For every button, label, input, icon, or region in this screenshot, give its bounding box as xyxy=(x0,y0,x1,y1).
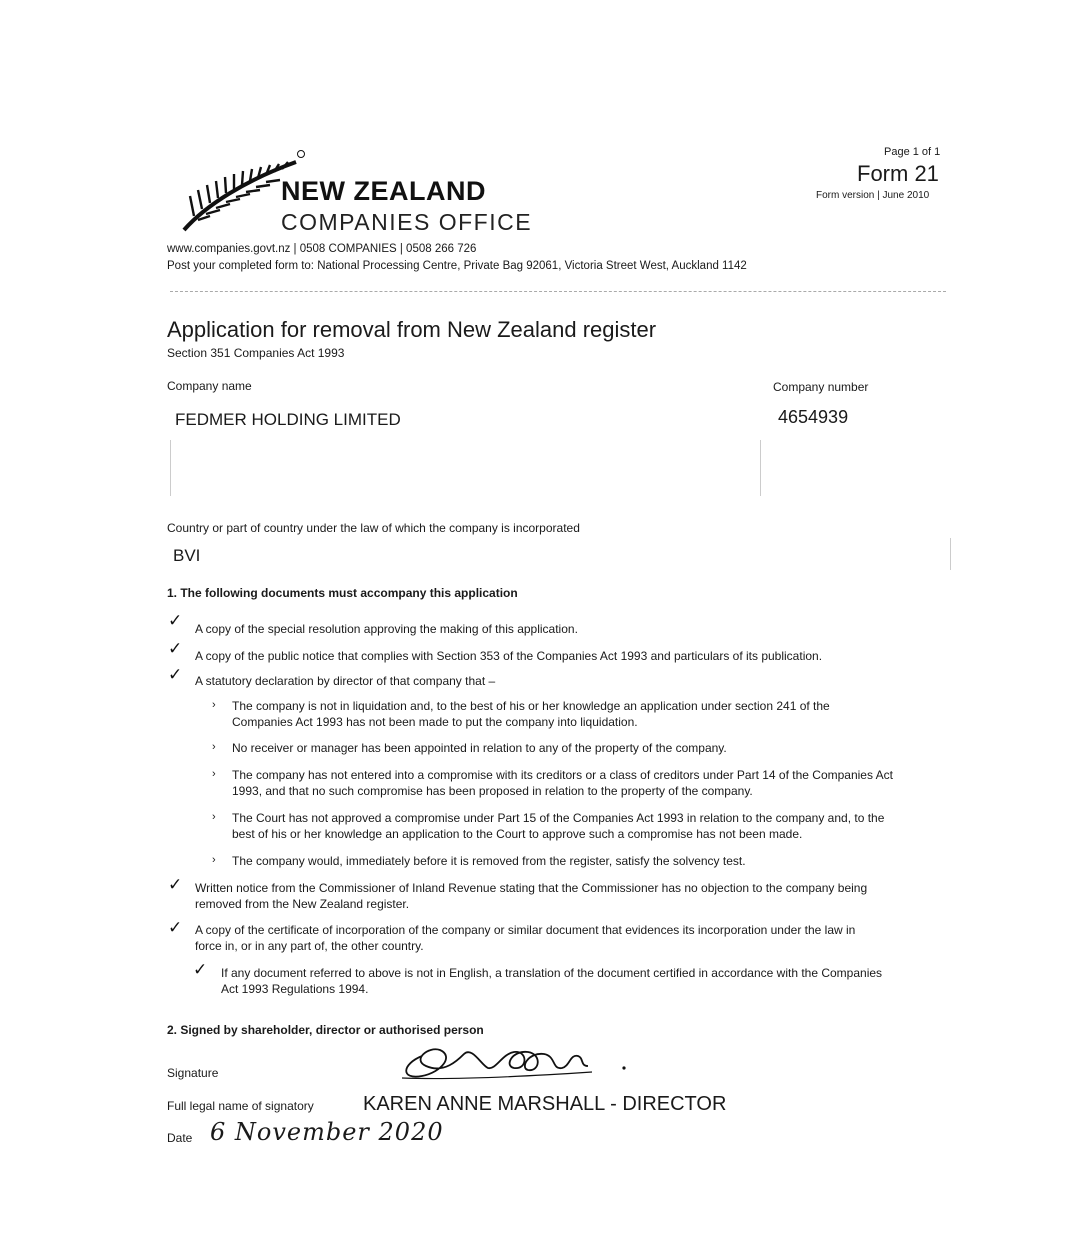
checkmark-icon: ✓ xyxy=(193,960,208,980)
document-item-ird-notice-line-2: removed from the New Zealand register. xyxy=(195,897,410,911)
form-version: Form version | June 2010 xyxy=(816,190,930,201)
checkmark-icon: ✓ xyxy=(168,611,183,631)
page-indicator: Page 1 of 1 xyxy=(884,146,941,158)
declaration-bullet-2: No receiver or manager has been appointed in relation to any of the property of the company. xyxy=(232,741,727,755)
date-label: Date xyxy=(167,1131,193,1145)
logo-title: NEW ZEALAND xyxy=(281,176,486,206)
declaration-bullet-3-line-1: The company has not entered into a compromise with its creditors or a class of creditors under Part 14 of the Companies Act xyxy=(232,768,893,782)
document-item-resolution: A copy of the special resolution approving the making of this application. xyxy=(195,622,578,636)
document-item-ird-notice-line-1: Written notice from the Commissioner of Inland Revenue stating that the Commissioner has no objection to the company being xyxy=(195,881,868,895)
country-value: BVI xyxy=(173,546,201,565)
signatory-name-value: KAREN ANNE MARSHALL - DIRECTOR xyxy=(363,1093,727,1115)
section-1-heading: 1. The following documents must accompany this application xyxy=(167,586,518,600)
document-item-certificate-line-2: force in, or in any part of, the other country. xyxy=(195,939,424,953)
logo-subtitle: COMPANIES OFFICE xyxy=(281,209,533,235)
company-number-box-edge xyxy=(760,440,761,496)
translation-note-line-2: Act 1993 Regulations 1994. xyxy=(221,982,369,996)
contact-line: www.companies.govt.nz | 0508 COMPANIES | 0508 266 726 xyxy=(167,243,477,255)
bullet-icon: › xyxy=(212,768,216,780)
company-name-box-edge xyxy=(170,440,171,496)
declaration-bullet-3-line-2: 1993, and that no such compromise has been proposed in relation to the property of the company. xyxy=(232,784,753,798)
document-item-statutory-declaration: A statutory declaration by director of that company that – xyxy=(195,674,496,688)
signature-label: Signature xyxy=(167,1066,219,1080)
country-label: Country or part of country under the law of which the company is incorporated xyxy=(167,521,580,535)
declaration-bullet-4-line-2: best of his or her knowledge an application to the Court to approve such a compromise has not been made. xyxy=(232,827,803,841)
company-name-label: Company name xyxy=(167,379,252,393)
bullet-icon: › xyxy=(212,741,216,753)
section-2-heading: 2. Signed by shareholder, director or authorised person xyxy=(167,1023,484,1037)
document-item-public-notice: A copy of the public notice that complies with Section 353 of the Companies Act 1993 and particulars of its publication. xyxy=(195,649,823,663)
declaration-bullet-5: The company would, immediately before it is removed from the register, satisfy the solvency test. xyxy=(232,854,746,868)
document-item-certificate-line-1: A copy of the certificate of incorporation of the company or similar document that evidences its incorporation under the law in xyxy=(195,923,856,937)
checkmark-icon: ✓ xyxy=(168,639,183,659)
bullet-icon: › xyxy=(212,699,216,711)
form-title: Application for removal from New Zealand register xyxy=(167,317,657,342)
declaration-bullet-1-line-2: Companies Act 1993 has not been made to put the company into liquidation. xyxy=(232,715,638,729)
bullet-icon: › xyxy=(212,811,216,823)
checkmark-icon: ✓ xyxy=(168,875,183,895)
declaration-bullet-1-line-1: The company is not in liquidation and, to the best of his or her knowledge an application under section 241 of the xyxy=(232,699,830,713)
form-subtitle: Section 351 Companies Act 1993 xyxy=(167,346,345,360)
handwritten-signature xyxy=(392,1036,642,1086)
signatory-name-label: Full legal name of signatory xyxy=(167,1099,314,1113)
country-box-edge xyxy=(950,538,951,570)
checkmark-icon: ✓ xyxy=(168,918,183,938)
form-number: Form 21 xyxy=(857,161,939,186)
company-number-label: Company number xyxy=(773,380,869,394)
postal-address: Post your completed form to: National Processing Centre, Private Bag 92061, Victoria Street West, Auckland 1142 xyxy=(167,260,747,272)
declaration-bullet-4-line-1: The Court has not approved a compromise under Part 15 of the Companies Act 1993 in relation to the company and, to the xyxy=(232,811,885,825)
date-value: 6 November 2020 xyxy=(210,1118,444,1146)
translation-note-line-1: If any document referred to above is not in English, a translation of the document certified in accordance with the Companies xyxy=(221,966,883,980)
checkmark-icon: ✓ xyxy=(168,665,183,685)
header-divider xyxy=(170,291,946,292)
bullet-icon: › xyxy=(212,854,216,866)
company-name-value: FEDMER HOLDING LIMITED xyxy=(175,410,401,429)
company-number-value: 4654939 xyxy=(778,407,849,427)
